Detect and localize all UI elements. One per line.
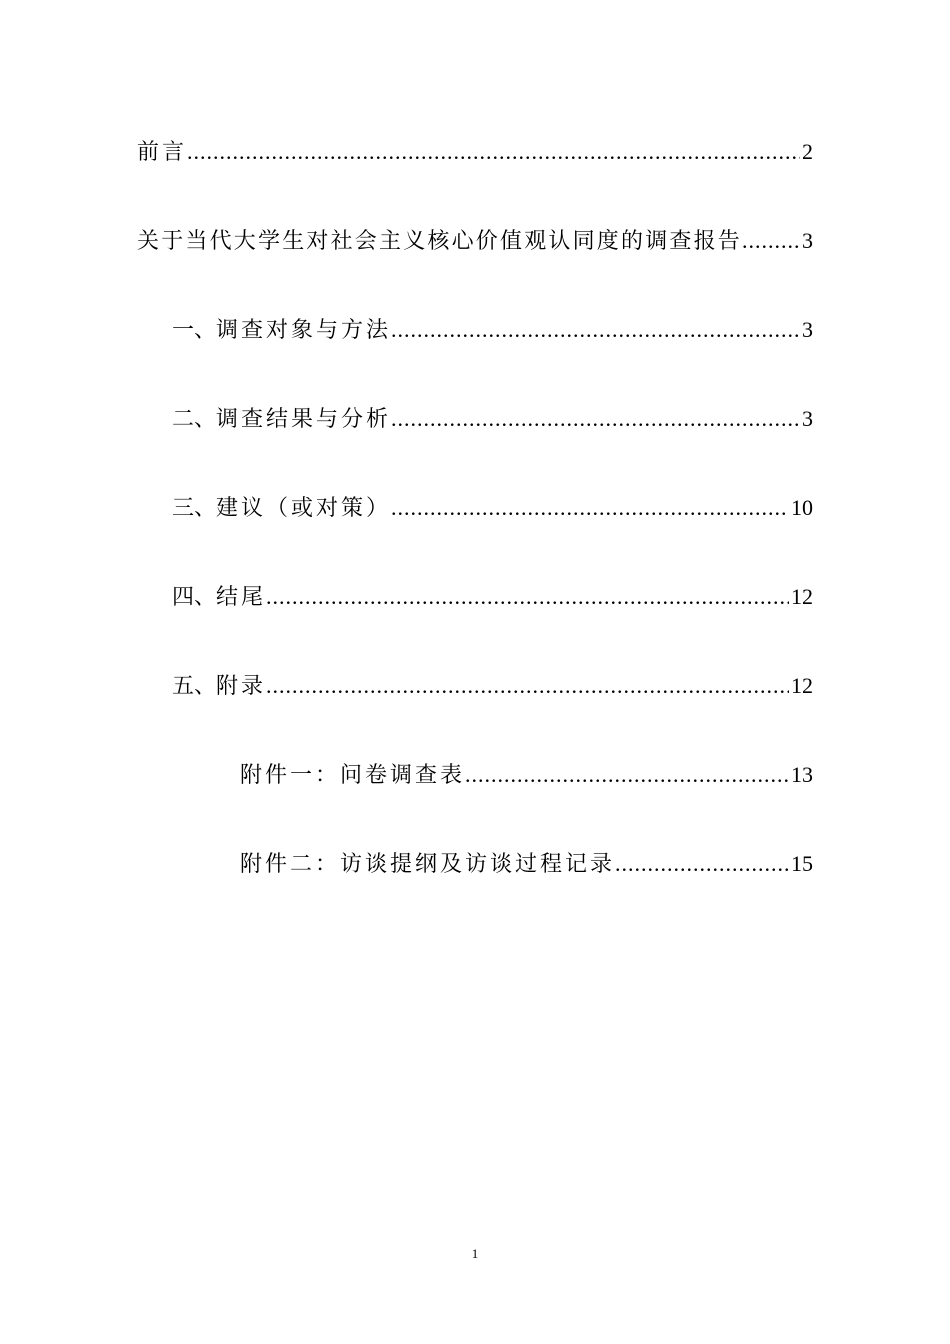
toc-leader-dots bbox=[266, 582, 789, 612]
toc-entry-page: 15 bbox=[791, 851, 813, 876]
toc-entry-page: 3 bbox=[802, 228, 813, 253]
toc-entry-number: 四、 bbox=[172, 585, 217, 610]
toc-entry-page: 3 bbox=[802, 317, 813, 342]
toc-entry-section-2[interactable] bbox=[172, 404, 813, 435]
toc-entry-label: 调查结果与分析 bbox=[216, 407, 392, 432]
toc-entry-label: 结尾 bbox=[216, 585, 267, 610]
page-number: 1 bbox=[471, 1246, 479, 1261]
toc-entry-label: 建议（或对策） bbox=[216, 496, 392, 521]
toc-leader-dots bbox=[266, 671, 789, 701]
toc-entry-report-title[interactable] bbox=[137, 226, 813, 257]
toc-entry-page: 10 bbox=[791, 495, 813, 520]
toc-entry-page: 12 bbox=[791, 673, 813, 698]
toc-leader-dots bbox=[742, 226, 800, 256]
toc-entry-number: 二、 bbox=[172, 407, 217, 432]
toc-entry-appendix-2[interactable] bbox=[240, 849, 813, 880]
toc-entry-number: 三、 bbox=[172, 496, 217, 521]
toc-entry-page: 13 bbox=[791, 762, 813, 787]
toc-entry-appendix-1[interactable] bbox=[240, 760, 813, 791]
toc-entry-label: 关于当代大学生对社会主义核心价值观认同度的调查报告 bbox=[137, 229, 743, 254]
toc-entry-number: 五、 bbox=[172, 674, 217, 699]
toc-entry-section-1[interactable] bbox=[172, 315, 813, 346]
toc-entry-label: 调查对象与方法 bbox=[216, 318, 392, 343]
toc-entry-page: 3 bbox=[802, 406, 813, 431]
toc-entry-page: 2 bbox=[802, 139, 813, 164]
toc-leader-dots bbox=[391, 315, 800, 345]
toc-leader-dots bbox=[391, 493, 789, 523]
toc-leader-dots bbox=[391, 404, 800, 434]
toc-entry-page: 12 bbox=[791, 584, 813, 609]
toc-leader-dots bbox=[615, 849, 789, 879]
toc-entry-section-3[interactable] bbox=[172, 493, 813, 524]
toc-entry-preface[interactable] bbox=[137, 137, 813, 168]
toc-leader-dots bbox=[465, 760, 789, 790]
toc-entry-number: 一、 bbox=[172, 318, 217, 343]
toc-entry-label: 附件二：访谈提纲及访谈过程记录 bbox=[240, 852, 616, 877]
toc-leader-dots bbox=[187, 137, 800, 167]
toc-entry-label: 附录 bbox=[216, 674, 267, 699]
toc-entry-label: 前言 bbox=[137, 140, 188, 165]
toc-entry-section-4[interactable] bbox=[172, 582, 813, 613]
toc-entry-section-5[interactable] bbox=[172, 671, 813, 702]
toc-entry-label: 附件一：问卷调查表 bbox=[240, 763, 466, 788]
